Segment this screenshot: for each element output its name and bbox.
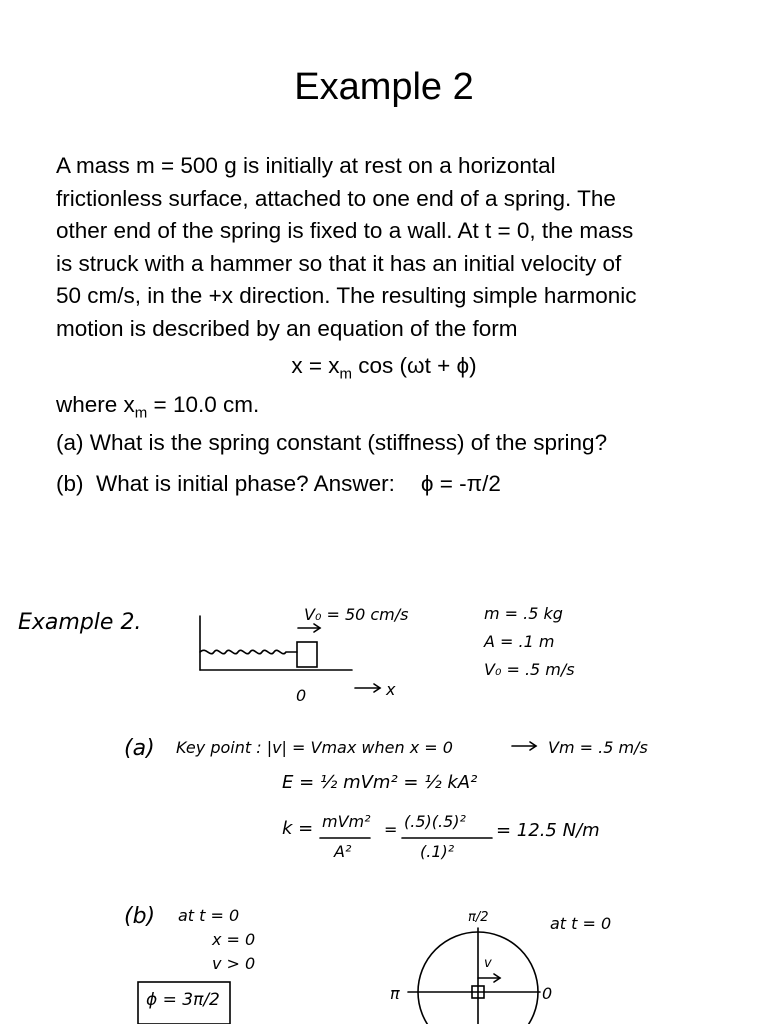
problem-line: 50 cm/s, in the +x direction. The resulting simple harmonic	[56, 283, 637, 308]
equation-subscript: m	[339, 365, 353, 383]
hw-x-axis-label: x	[386, 680, 396, 699]
hw-phase-answer: ϕ = 3π/2	[146, 990, 220, 1010]
hw-k-result: = 12.5 N/m	[496, 820, 600, 841]
hw-circle-velocity-label: v	[484, 956, 492, 971]
hw-part-a-label: (a)	[124, 736, 155, 761]
hw-initial-velocity: V₀ = 50 cm/s	[304, 605, 409, 624]
hw-given-velocity: V₀ = .5 m/s	[484, 660, 575, 679]
hw-origin-label: 0	[296, 686, 307, 705]
spring-coil	[200, 650, 297, 653]
hw-circle-right-label: 0	[542, 984, 553, 1003]
hw-k-equals: =	[384, 820, 398, 839]
hw-part-b-position: x = 0	[212, 930, 256, 949]
problem-line: motion is described by an equation of the form	[56, 315, 518, 341]
hw-given-mass: m = .5 kg	[484, 604, 563, 623]
hw-given-amplitude: A = .1 m	[484, 632, 555, 651]
problem-line: A mass m = 500 g is initially at rest on a horizontal	[56, 153, 556, 178]
hw-part-b-time: at t = 0	[178, 906, 240, 925]
hw-part-a-result: Vm = .5 m/s	[548, 738, 648, 757]
hw-part-b-label: (b)	[124, 904, 156, 929]
slide-title: Example 2	[294, 66, 474, 108]
where-subscript: m	[134, 404, 148, 422]
hw-k-numerator: mVm²	[322, 812, 371, 831]
hw-circle-note: at t = 0	[550, 914, 612, 933]
hw-circle-top-label: π/2	[468, 910, 489, 925]
answer-b: ϕ = -π/2	[420, 471, 501, 496]
hw-k-numerator-values: (.5)(.5)²	[404, 812, 466, 831]
mass-block	[297, 642, 317, 667]
problem-line: frictionless surface, attached to one end of a spring. The	[56, 185, 616, 211]
hw-heading: Example 2.	[18, 610, 142, 635]
problem-line: other end of the spring is fixed to a wall. At t = 0, the mass	[56, 218, 634, 243]
equation-part: x = x	[291, 353, 340, 378]
hw-k-denominator: A²	[334, 842, 352, 861]
problem-line: is struck with a hammer so that it has an initial velocity of	[56, 250, 622, 276]
equation-part: cos (ωt + ϕ)	[352, 353, 477, 378]
hw-part-b-velocity: v > 0	[212, 954, 256, 973]
where-part: where x	[56, 392, 135, 417]
hw-energy-equation: E = ½ mVm² = ½ kA²	[282, 772, 478, 793]
hw-k-denominator-values: (.1)²	[420, 842, 455, 861]
question-b-text: (b) What is initial phase? Answer:	[56, 471, 395, 496]
hw-circle-left-label: π	[390, 984, 400, 1003]
hw-part-a-key-point: Key point : |v| = Vmax when x = 0	[176, 738, 453, 757]
question-a: (a) What is the spring constant (stiffness) of the spring?	[56, 430, 608, 455]
hw-k-lhs: k =	[282, 818, 314, 839]
where-part: = 10.0 cm.	[147, 392, 260, 417]
